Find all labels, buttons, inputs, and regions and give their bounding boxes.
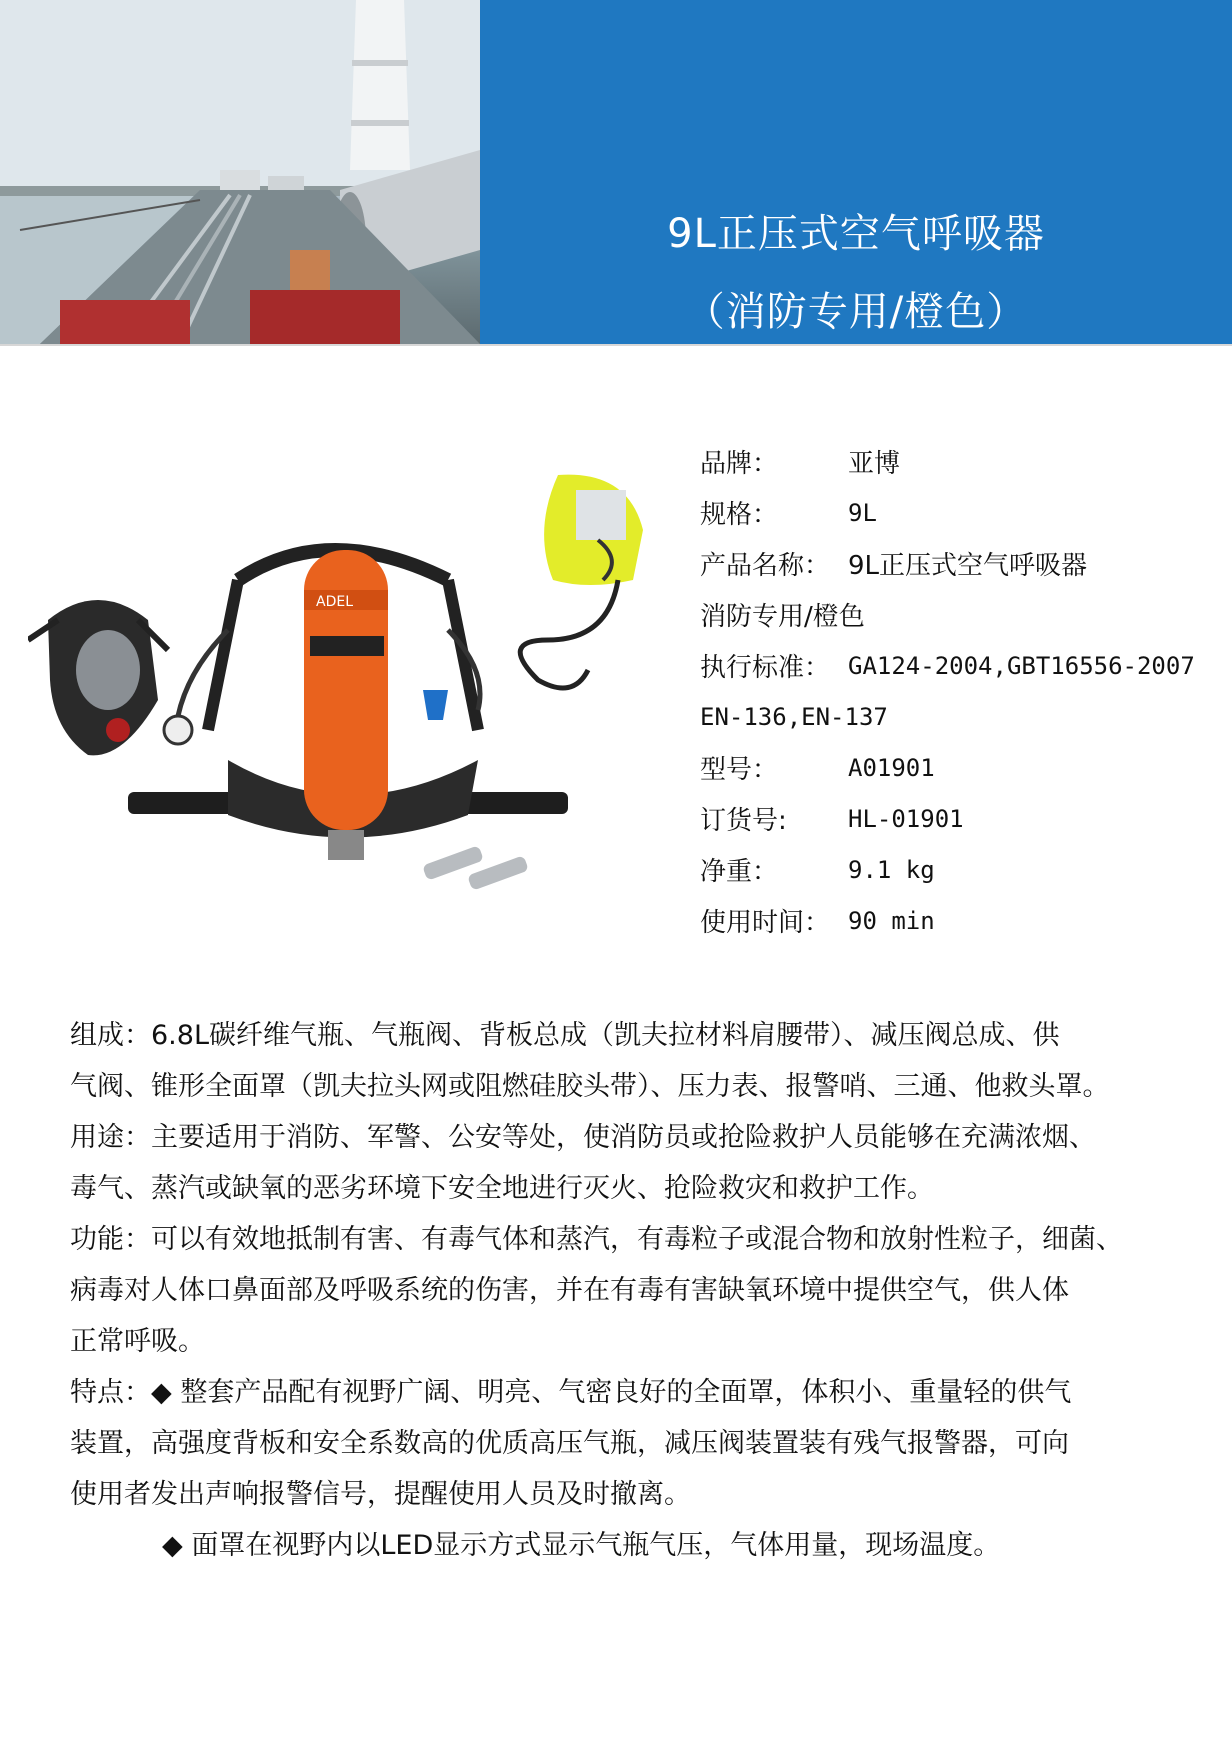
spec-label: 品牌： (700, 449, 779, 479)
spec-row-product-name-cont (700, 589, 1220, 640)
spec-row-standard (700, 640, 1220, 691)
description-line: ◆ 面罩在视野内以LED显示方式显示气瓶气压，气体用量，现场温度。 (162, 1530, 1001, 1561)
spec-label: 型号： (700, 755, 779, 785)
industrial-plant-photo (0, 0, 480, 344)
page-title: 9L正压式空气呼吸器 (667, 211, 1045, 257)
breathing-apparatus-illustration (28, 470, 668, 910)
spec-value: A01901 (848, 753, 935, 782)
page-subtitle: （消防专用/橙色） (684, 289, 1028, 335)
cylinder-logo: ADEL (316, 594, 354, 610)
spec-row-product-name (700, 538, 1220, 589)
spec-value: HL-01901 (848, 804, 964, 833)
header-divider (0, 344, 1232, 346)
description-line: 毒气、蒸汽或缺氧的恶劣环境下安全地进行灭火、抢险救灾和救护工作。 (70, 1173, 934, 1204)
spec-row-brand (700, 436, 1220, 487)
spec-label: 净重： (700, 857, 779, 887)
spec-value: 9L正压式空气呼吸器 (848, 551, 1088, 581)
description-line: 用途：主要适用于消防、军警、公安等处，使消防员或抢险救护人员能够在充满浓烟、 (70, 1122, 1096, 1153)
spec-value: 90 min (848, 906, 935, 935)
spec-value: 9.1 kg (848, 855, 935, 884)
product-description (70, 1010, 1200, 1571)
spec-row-duration (700, 895, 1220, 946)
spec-label: 使用时间： (700, 908, 831, 938)
spec-value: 9L (848, 498, 877, 527)
spec-label: 产品名称： (700, 551, 831, 581)
description-line: 使用者发出声响报警信号，提醒使用人员及时撤离。 (70, 1479, 691, 1510)
spec-label: 订货号: (700, 806, 787, 836)
spec-row-standard-cont (700, 691, 1220, 742)
spec-row-model (700, 742, 1220, 793)
description-line: 组成：6.8L碳纤维气瓶、气瓶阀、背板总成（凯夫拉材料肩腰带）、减压阀总成、供 (70, 1020, 1060, 1051)
description-line: 气阀、锥形全面罩（凯夫拉头网或阻燃硅胶头带）、压力表、报警哨、三通、他救头罩。 (70, 1071, 1110, 1102)
description-line: 特点：◆ 整套产品配有视野广阔、明亮、气密良好的全面罩，体积小、重量轻的供气 (70, 1377, 1072, 1408)
spec-row-weight (700, 844, 1220, 895)
page-header (0, 0, 1232, 344)
spec-list (700, 436, 1220, 946)
spec-value: 亚博 (848, 449, 901, 479)
rescue-hood-icon (520, 475, 643, 688)
spec-label: 执行标准： (700, 653, 831, 683)
spec-row-size (700, 487, 1220, 538)
spec-value: EN-136,EN-137 (700, 702, 888, 731)
industrial-plant-illustration (0, 0, 480, 344)
description-line: 正常呼吸。 (70, 1326, 205, 1357)
face-mask-icon (28, 600, 168, 755)
spec-value: GA124-2004,GBT16556-2007 (848, 651, 1195, 680)
description-line: 装置，高强度背板和安全系数高的优质高压气瓶，减压阀装置装有残气报警器，可向 (70, 1428, 1069, 1459)
spec-label: 规格： (700, 500, 779, 530)
spec-value: 消防专用/橙色 (700, 602, 865, 632)
description-line: 功能：可以有效地抵制有害、有毒气体和蒸汽，有毒粒子或混合物和放射性粒子，细菌、 (70, 1224, 1123, 1255)
breathing-apparatus-icon (28, 470, 668, 910)
description-line: 病毒对人体口鼻面部及呼吸系统的伤害，并在有毒有害缺氧环境中提供空气，供人体 (70, 1275, 1069, 1306)
spec-row-order-no (700, 793, 1220, 844)
